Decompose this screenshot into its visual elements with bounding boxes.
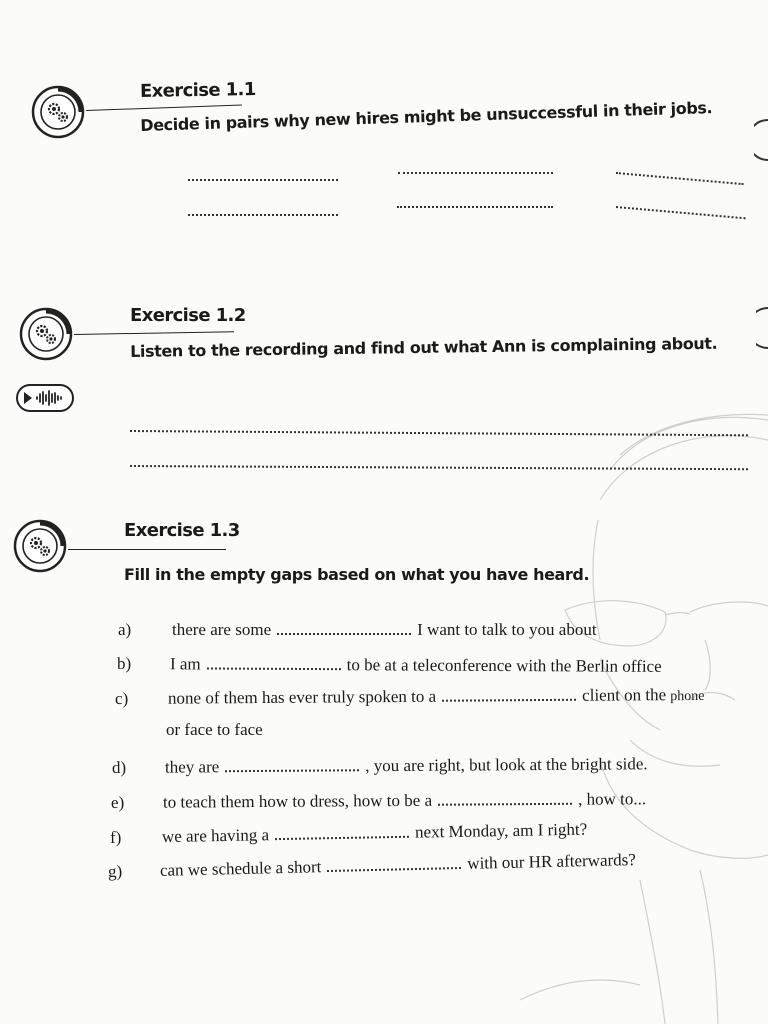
item-text-after-small: phone — [670, 688, 705, 705]
play-waveform-icon — [22, 389, 68, 407]
answer-line — [188, 214, 338, 216]
gap-fill-item-d — [112, 750, 752, 784]
item-text-after: , you are right, but look at the bright side. — [365, 754, 648, 776]
gears-icon — [18, 306, 74, 362]
exercise-title: Exercise 1.3 — [124, 520, 240, 541]
item-letter: f) — [109, 827, 122, 847]
exercise-instruction: Fill in the empty gaps based on what you have heard. — [124, 565, 590, 584]
answer-gap[interactable] — [277, 621, 411, 635]
answer-line — [130, 430, 748, 436]
exercise-instruction: Listen to the recording and find out what Ann is complaining about. — [130, 333, 718, 361]
exercise-title: Exercise 1.2 — [130, 305, 246, 326]
item-text-before: can we schedule a short — [159, 857, 322, 880]
answer-gap[interactable] — [207, 655, 341, 670]
item-text-after: next Monday, am I right? — [414, 819, 588, 842]
item-text-before: none of them has ever truly spoken to a — [167, 686, 437, 708]
gap-fill-item-c — [115, 681, 755, 715]
answer-gap[interactable] — [327, 855, 461, 872]
item-letter: a) — [118, 620, 132, 639]
answer-line — [188, 179, 338, 181]
answer-gap[interactable] — [225, 757, 359, 772]
edge-circle-fragment — [754, 118, 768, 162]
item-text-after: client on the — [582, 685, 667, 705]
answer-gap[interactable] — [438, 791, 572, 806]
item-text-before: they are — [164, 757, 220, 777]
item-continuation: or face to face — [166, 720, 263, 739]
answer-line — [398, 172, 553, 174]
item-letter: e) — [110, 792, 125, 812]
exercise-instruction: Decide in pairs why new hires might be unsuccessful in their jobs. — [140, 98, 713, 135]
title-underline — [74, 331, 234, 335]
answer-line — [130, 465, 748, 470]
edge-circle-fragment — [756, 306, 768, 350]
title-underline — [68, 549, 226, 550]
exercise-title: Exercise 1.1 — [139, 78, 256, 103]
gap-fill-item-b — [117, 650, 757, 683]
item-text-before: I am — [169, 654, 201, 674]
item-text-after: with our HR afterwards? — [467, 850, 637, 873]
gap-fill-item-a — [118, 616, 758, 646]
item-text-before: we are having a — [161, 825, 270, 847]
item-letter: b) — [116, 654, 132, 674]
item-text-after: to be at a teleconference with the Berlin office — [346, 655, 662, 676]
answer-line — [616, 206, 746, 219]
answer-gap[interactable] — [275, 824, 409, 840]
item-text-before: to teach them how to dress, how to be a — [162, 790, 433, 812]
answer-line — [616, 172, 744, 185]
title-underline — [86, 105, 242, 111]
item-letter: d) — [111, 757, 127, 777]
audio-play-button[interactable] — [16, 384, 74, 412]
item-letter: c) — [114, 688, 129, 708]
gears-icon — [30, 84, 86, 140]
item-text-before: there are some — [172, 620, 272, 639]
item-text-after: , how to... — [578, 789, 647, 809]
gears-icon — [12, 518, 68, 574]
answer-gap[interactable] — [442, 687, 576, 702]
answer-line — [397, 206, 553, 208]
item-text-after: I want to talk to you about — [417, 620, 597, 639]
item-letter: g) — [107, 861, 123, 881]
